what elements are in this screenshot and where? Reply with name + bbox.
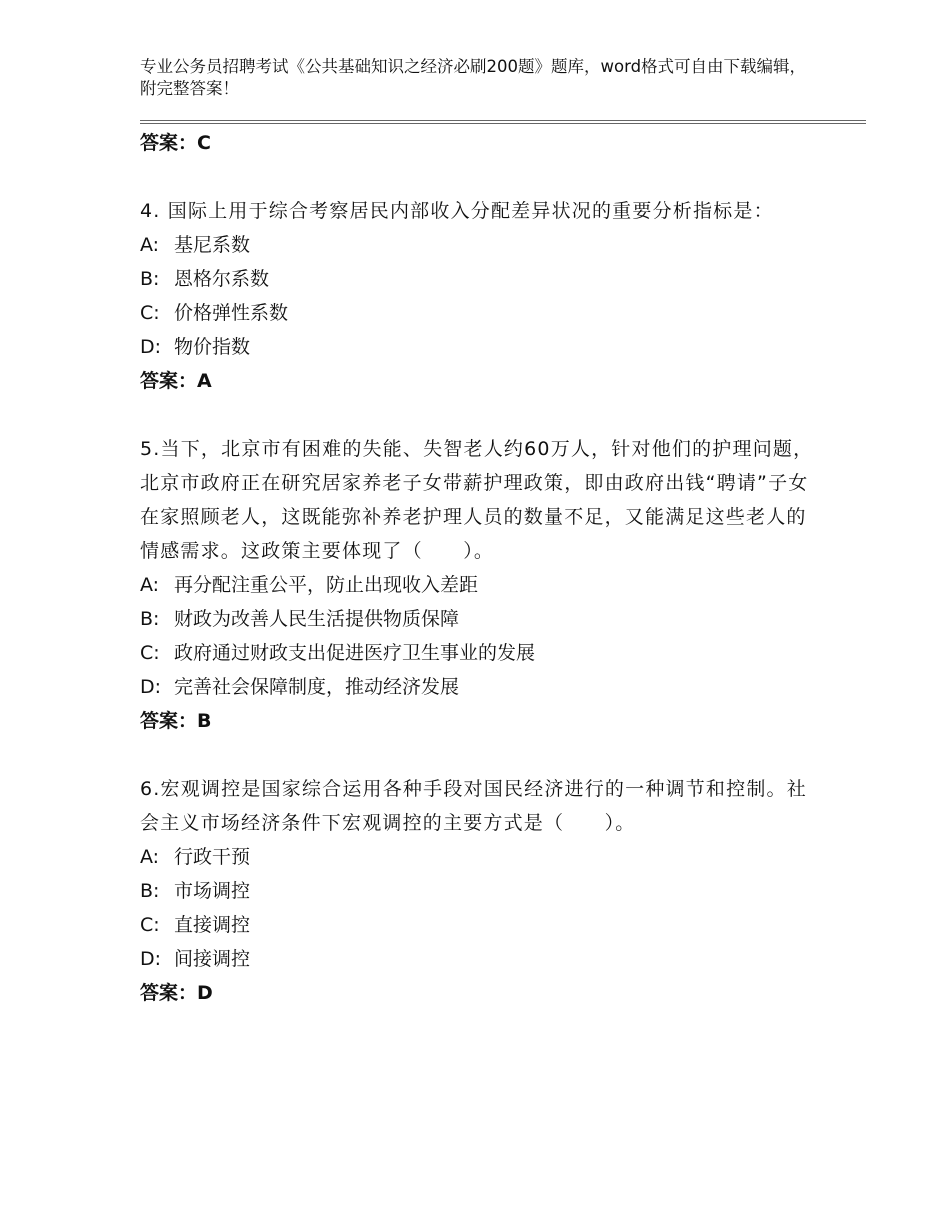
option-c [140,908,820,942]
option-text: 市场调控 [174,880,251,902]
option-letter: B: [140,608,160,630]
option-a [140,228,820,262]
question-4 [140,194,820,398]
option-c [140,636,820,670]
page-header: 专业公务员招聘考试《公共基础知识之经济必刷200题》题库，word格式可自由下载编辑，附完整答案！ [140,57,807,98]
option-text: 间接调控 [174,948,251,970]
option-b [140,262,820,296]
option-d [140,330,820,364]
option-letter: B: [140,880,160,902]
header-rule-bottom [140,123,866,124]
question-5 [140,432,820,738]
option-text: 财政为改善人民生活提供物质保障 [174,608,460,630]
option-letter: B: [140,268,160,290]
answer-line: 答案：A [140,370,212,392]
option-a [140,840,820,874]
option-d [140,670,820,704]
option-letter: A: [140,574,160,596]
option-letter: D: [140,676,162,698]
option-c [140,296,820,330]
header-rule-top [140,120,866,121]
page-content [140,126,820,1010]
option-text: 价格弹性系数 [174,302,289,324]
option-letter: C: [140,642,160,664]
question-stem: 6.宏观调控是国家综合运用各种手段对国民经济进行的一种调节和控制。社会主义市场经济条件下宏观调控的主要方式是（ ）。 [140,778,807,834]
option-letter: C: [140,914,160,936]
option-a [140,568,820,602]
option-text: 行政干预 [174,846,251,868]
option-text: 物价指数 [174,336,251,358]
answer-line: 答案：D [140,982,213,1004]
question-stem: 4. 国际上用于综合考察居民内部收入分配差异状况的重要分析指标是： [140,200,774,222]
question-6 [140,772,820,1010]
option-letter: A: [140,846,160,868]
option-text: 再分配注重公平，防止出现收入差距 [174,574,479,596]
option-letter: C: [140,302,160,324]
option-letter: D: [140,336,162,358]
option-b [140,602,820,636]
answer-line: 答案：B [140,710,212,732]
question-stem: 5.当下，北京市有困难的失能、失智老人约60万人，针对他们的护理问题，北京市政府正在研究居家养老子女带薪护理政策，即由政府出钱“聘请”子女在家照顾老人，这既能弥补养老护理人员的数量不足，又能满足这些老人的情感需求。这政策主要体现了（ ）。 [140,438,814,562]
option-letter: A: [140,234,160,256]
option-b [140,874,820,908]
option-d [140,942,820,976]
option-text: 恩格尔系数 [174,268,270,290]
option-text: 完善社会保障制度，推动经济发展 [174,676,460,698]
option-letter: D: [140,948,162,970]
option-text: 直接调控 [174,914,251,936]
answer-line: 答案：C [140,132,211,154]
option-text: 政府通过财政支出促进医疗卫生事业的发展 [174,642,536,664]
option-text: 基尼系数 [174,234,251,256]
